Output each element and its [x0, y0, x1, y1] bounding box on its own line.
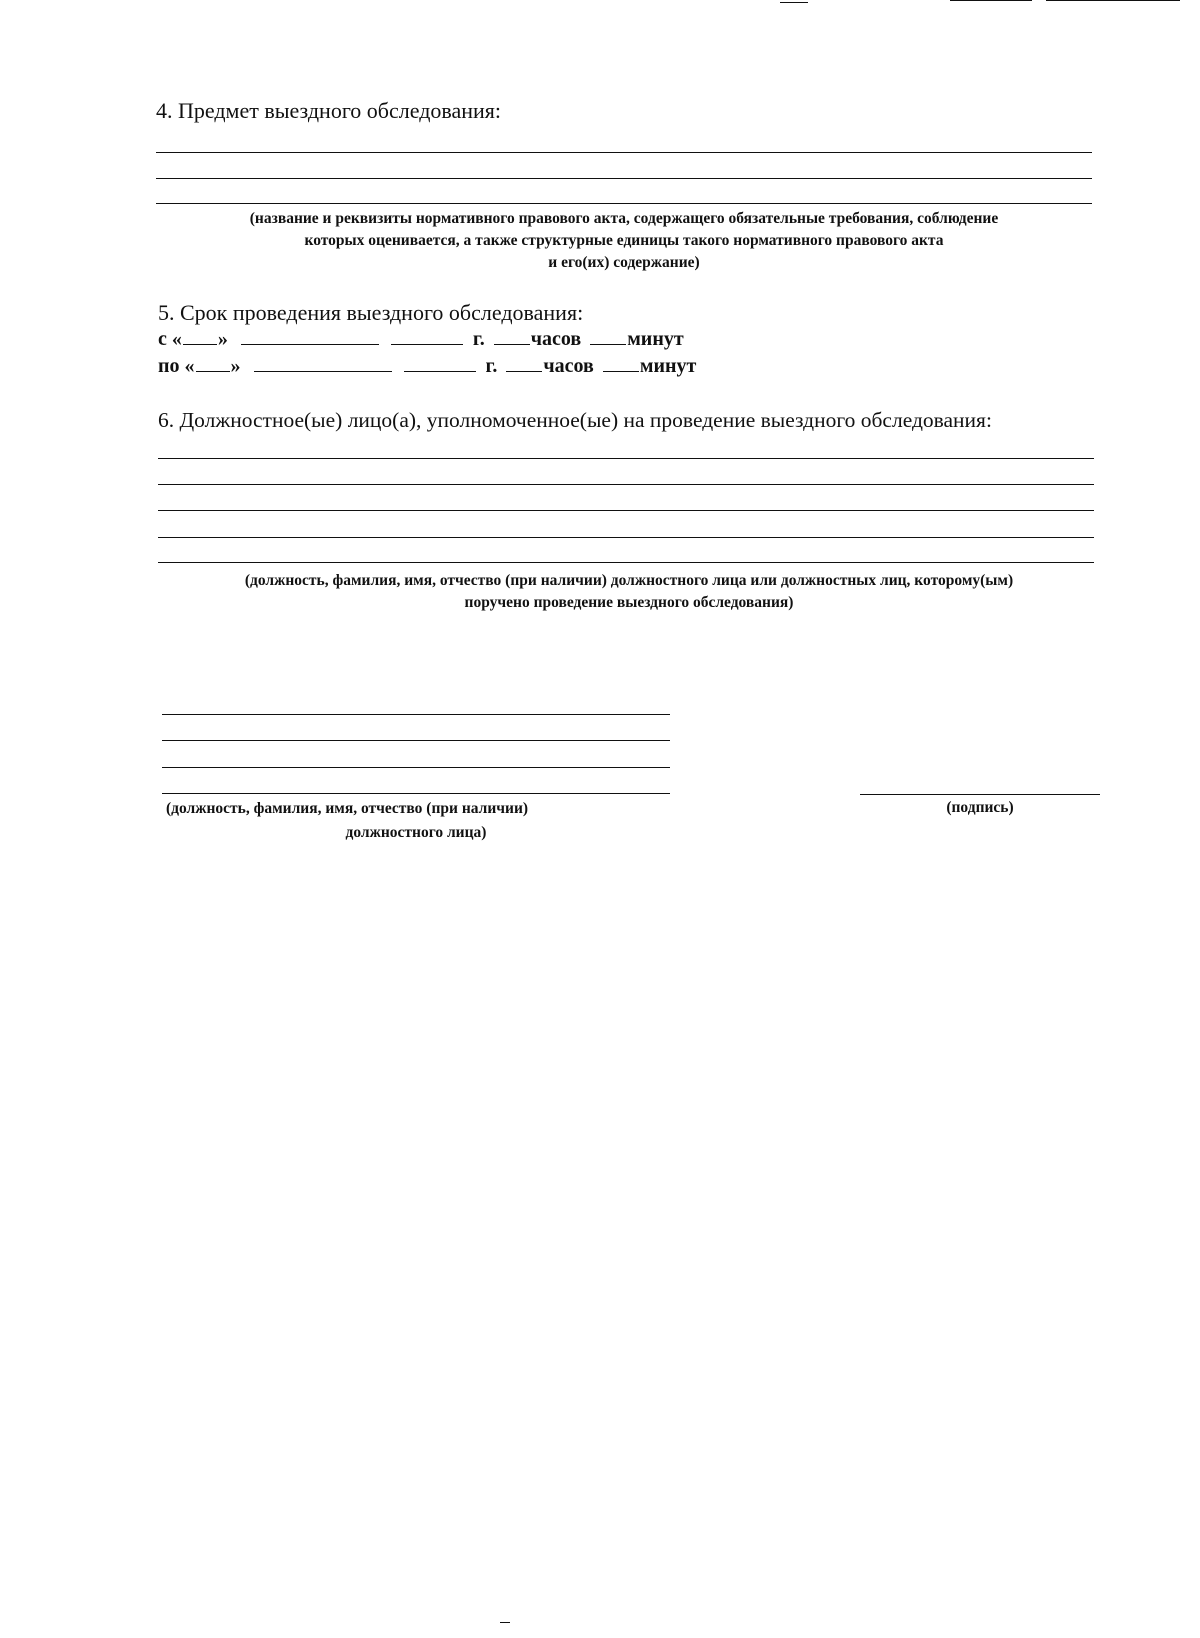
from-hours-label: часов — [530, 328, 582, 350]
section6-caption-line2: поручено проведение выездного обследования) — [464, 594, 794, 611]
section6-fill-line-2[interactable] — [158, 484, 1094, 485]
section6-caption — [150, 570, 1108, 614]
from-quote-close: » — [217, 328, 228, 350]
to-year-suffix: г. — [485, 355, 498, 377]
from-month-field[interactable] — [241, 344, 379, 345]
date-to-row — [158, 355, 696, 378]
official-caption-line1: (должность, фамилия, имя, отчество (при наличии) — [166, 800, 529, 817]
section6-caption-line1: (должность, фамилия, имя, отчество (при наличии) должностного лица или должностных лиц, которому(ым) — [244, 572, 1014, 589]
official-fill-line-4[interactable] — [162, 793, 670, 794]
signature-fill-line[interactable] — [860, 794, 1100, 795]
section6-fill-line-1[interactable] — [158, 458, 1094, 459]
section4-caption-line1: (название и реквизиты нормативного правового акта, содержащего обязательные требования, соблюдение — [249, 210, 999, 227]
scan-mark-bottom — [500, 1622, 510, 1623]
to-month-field[interactable] — [254, 371, 392, 372]
from-minutes-label: минут — [627, 328, 684, 350]
from-day-field[interactable] — [183, 344, 217, 345]
date-from-row — [158, 328, 684, 351]
section4-caption-line2: которых оценивается, а также структурные единицы такого нормативного правового акта — [304, 232, 944, 249]
official-fill-line-2[interactable] — [162, 740, 670, 741]
official-fill-line-3[interactable] — [162, 767, 670, 768]
section4-fill-line-3[interactable] — [156, 203, 1092, 204]
official-fill-line-1[interactable] — [162, 714, 670, 715]
official-caption — [156, 797, 676, 845]
section6-fill-line-5[interactable] — [158, 562, 1094, 563]
signature-caption: (подпись) — [946, 799, 1014, 816]
section4-fill-line-2[interactable] — [156, 178, 1092, 179]
from-prefix: с « — [158, 328, 182, 350]
to-day-field[interactable] — [196, 371, 230, 372]
to-minutes-field[interactable] — [603, 371, 639, 372]
section6-fill-line-4[interactable] — [158, 537, 1094, 538]
to-quote-close: » — [230, 355, 241, 377]
scan-mark-top-3 — [1046, 0, 1180, 1]
section4-heading: 4. Предмет выездного обследования: — [156, 98, 502, 123]
section4-caption-line3: и его(их) содержание) — [548, 254, 700, 271]
to-prefix: по « — [158, 355, 195, 377]
from-hours-field[interactable] — [494, 344, 530, 345]
section5-heading: 5. Срок проведения выездного обследования: — [158, 300, 584, 325]
to-minutes-label: минут — [639, 355, 697, 377]
official-caption-line2: должностного лица) — [345, 824, 487, 841]
to-hours-field[interactable] — [506, 371, 542, 372]
scan-mark-top-2 — [950, 0, 1032, 1]
section6-heading: 6. Должностное(ые) лицо(а), уполномоченное(ые) на проведение выездного обследования: — [158, 408, 992, 432]
to-year-field[interactable] — [404, 371, 476, 372]
scan-mark-top-1 — [780, 2, 808, 3]
section4-caption — [150, 208, 1098, 274]
from-minutes-field[interactable] — [590, 344, 626, 345]
to-hours-label: часов — [543, 355, 594, 377]
from-year-field[interactable] — [391, 344, 463, 345]
from-year-suffix: г. — [472, 328, 485, 350]
section6-fill-line-3[interactable] — [158, 510, 1094, 511]
section4-fill-line-1[interactable] — [156, 152, 1092, 153]
